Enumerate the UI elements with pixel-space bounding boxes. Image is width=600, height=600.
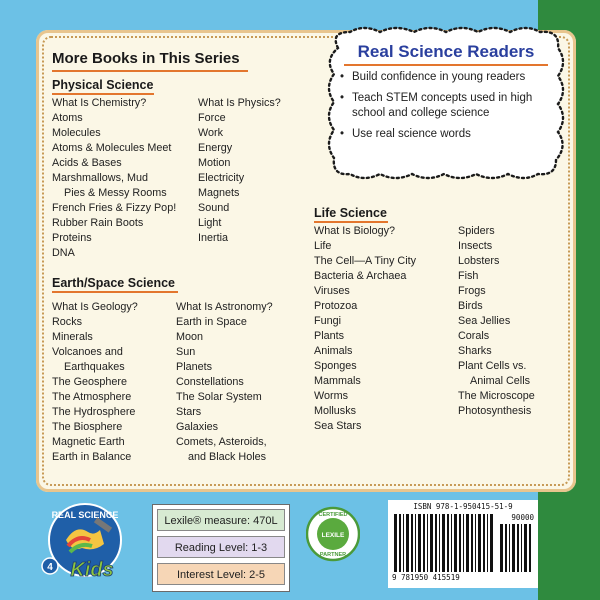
badge-middle-text: LEXILE bbox=[321, 532, 345, 539]
book-title: Work bbox=[198, 127, 223, 139]
book-title: Lobsters bbox=[458, 255, 500, 267]
book-title: Mollusks bbox=[314, 405, 356, 417]
book-title: What Is Biology? bbox=[314, 225, 396, 237]
series-title: More Books in This Series bbox=[52, 50, 240, 67]
barcode-bar bbox=[451, 514, 452, 572]
barcode-bar bbox=[459, 514, 461, 572]
book-title: Comets, Asteroids, bbox=[176, 436, 267, 448]
cloud-bullet: • Teach STEM concepts used in high school and college science bbox=[340, 91, 554, 121]
life-science-list-1 bbox=[314, 224, 416, 434]
book-title: Animal Cells bbox=[470, 375, 530, 387]
cloud-bullet: • Build confidence in young readers bbox=[340, 70, 554, 85]
barcode-bars bbox=[394, 514, 494, 572]
life-science-list-2 bbox=[458, 224, 535, 419]
physical-science-list-1 bbox=[52, 96, 176, 261]
book-title: DNA bbox=[52, 247, 75, 259]
book-title: Acids & Bases bbox=[52, 157, 122, 169]
book-title: Energy bbox=[198, 142, 233, 154]
life-science-underline bbox=[314, 221, 388, 223]
earth-space-science-list-1 bbox=[52, 300, 138, 465]
book-title: Corals bbox=[458, 330, 490, 342]
barcode-bar bbox=[430, 514, 433, 572]
physical-science-title: Physical Science bbox=[52, 78, 154, 92]
book-title: What Is Astronomy? bbox=[176, 301, 273, 313]
book-title: and Black Holes bbox=[188, 451, 267, 463]
book-title: Fish bbox=[458, 270, 479, 282]
book-title: The Geosphere bbox=[52, 376, 128, 388]
book-title: Magnetic Earth bbox=[52, 436, 125, 448]
book-title: Life bbox=[314, 240, 332, 252]
book-title: Proteins bbox=[52, 232, 92, 244]
book-title: Spiders bbox=[458, 225, 495, 237]
barcode-bar bbox=[394, 514, 397, 572]
earth-space-science-title: Earth/Space Science bbox=[52, 276, 175, 290]
book-title: Constellations bbox=[176, 376, 244, 388]
book-title: Fungi bbox=[314, 315, 342, 327]
book-title: The Cell—A Tiny City bbox=[314, 255, 417, 267]
book-title: Atoms & Molecules Meet bbox=[52, 142, 172, 154]
cloud-title-underline bbox=[344, 64, 548, 66]
isbn-text: ISBN 978-1-950415-51-9 bbox=[413, 502, 513, 511]
book-title: Insects bbox=[458, 240, 493, 252]
barcode-bar bbox=[483, 514, 485, 572]
badge-top-text: CERTIFIED bbox=[318, 512, 348, 518]
earth-space-science-list-2 bbox=[176, 300, 273, 465]
book-title: Plants bbox=[314, 330, 345, 342]
barcode-bar bbox=[487, 514, 488, 572]
book-title: Animals bbox=[314, 345, 353, 357]
barcode-bar bbox=[439, 514, 440, 572]
book-title: Mammals bbox=[314, 375, 361, 387]
life-science-title: Life Science bbox=[314, 206, 387, 220]
cloud-bullet-list bbox=[340, 70, 554, 148]
book-title: Planets bbox=[176, 361, 213, 373]
logo-top-text: REAL SCIENCE bbox=[51, 510, 119, 520]
barcode-bar bbox=[435, 514, 437, 572]
book-title: Photosynthesis bbox=[458, 405, 532, 417]
barcode-bar bbox=[454, 514, 457, 572]
book-title: The Hydrosphere bbox=[52, 406, 136, 418]
lexile-measure: Lexile® measure: 470L bbox=[157, 509, 285, 531]
badge-bottom-text: PARTNER bbox=[319, 552, 347, 558]
book-title: Molecules bbox=[52, 127, 101, 139]
book-title: Electricity bbox=[198, 172, 245, 184]
barcode-bar bbox=[475, 514, 476, 572]
earth-space-science-underline bbox=[52, 291, 178, 293]
cloud-title: Real Science Readers bbox=[357, 42, 535, 61]
barcode-bar bbox=[399, 514, 401, 572]
book-title: Marshmallows, Mud bbox=[52, 172, 148, 184]
barcode-bar bbox=[500, 524, 503, 572]
real-science-kids-logo bbox=[38, 500, 132, 584]
barcode-bar bbox=[442, 514, 445, 572]
barcode-bar bbox=[411, 514, 413, 572]
book-title: Bacteria & Archaea bbox=[314, 270, 407, 282]
book-title: Minerals bbox=[52, 331, 93, 343]
book-title: Sharks bbox=[458, 345, 492, 357]
barcode-bar bbox=[406, 514, 409, 572]
book-title: Worms bbox=[314, 390, 348, 402]
book-title: Viruses bbox=[314, 285, 350, 297]
book-title: What Is Geology? bbox=[52, 301, 138, 313]
book-title: Earth in Space bbox=[176, 316, 247, 328]
physical-science-underline bbox=[52, 93, 154, 95]
book-title: Pies & Messy Rooms bbox=[64, 187, 167, 199]
barcode-bar bbox=[471, 514, 473, 572]
isbn-barcode bbox=[388, 500, 538, 588]
reading-level: Reading Level: 1-3 bbox=[157, 536, 285, 558]
barcode-digits: 9 781950 415519 bbox=[392, 573, 460, 582]
barcode-bar bbox=[505, 524, 507, 572]
barcode-bar bbox=[403, 514, 404, 572]
logo-kids-text: Kids bbox=[70, 559, 114, 581]
certified-lexile-partner-badge bbox=[306, 504, 360, 566]
barcode-bar bbox=[517, 524, 519, 572]
book-title: What Is Chemistry? bbox=[52, 97, 147, 109]
book-title: The Atmosphere bbox=[52, 391, 132, 403]
book-title: Stars bbox=[176, 406, 202, 418]
barcode-bar bbox=[463, 514, 464, 572]
book-title: Rubber Rain Boots bbox=[52, 217, 144, 229]
barcode-bar bbox=[524, 524, 527, 572]
book-title: Frogs bbox=[458, 285, 486, 297]
barcode-bar bbox=[478, 514, 481, 572]
book-title: Earthquakes bbox=[64, 361, 125, 373]
book-title: Plant Cells vs. bbox=[458, 360, 527, 372]
book-title: Rocks bbox=[52, 316, 82, 328]
barcode-bar bbox=[521, 524, 522, 572]
logo-number: 4 bbox=[47, 562, 53, 573]
barcode-bar bbox=[427, 514, 428, 572]
book-title: The Biosphere bbox=[52, 421, 123, 433]
reading-levels-box bbox=[152, 504, 290, 592]
book-title: Sound bbox=[198, 202, 230, 214]
book-title: Moon bbox=[176, 331, 204, 343]
barcode-bar bbox=[418, 514, 421, 572]
book-title: Birds bbox=[458, 300, 483, 312]
book-title: Earth in Balance bbox=[52, 451, 132, 463]
barcode-bar bbox=[447, 514, 449, 572]
book-title: The Microscope bbox=[458, 390, 535, 402]
book-title: Sponges bbox=[314, 360, 357, 372]
addon-digits: 90000 bbox=[511, 513, 534, 522]
barcode-bar bbox=[423, 514, 425, 572]
book-title: Inertia bbox=[198, 232, 229, 244]
barcode-bar bbox=[512, 524, 515, 572]
book-title: Force bbox=[198, 112, 226, 124]
book-title: Motion bbox=[198, 157, 231, 169]
book-title: Sea Jellies bbox=[458, 315, 511, 327]
barcode-bar bbox=[466, 514, 469, 572]
book-title: Sea Stars bbox=[314, 420, 362, 432]
book-title: What Is Physics? bbox=[198, 97, 281, 109]
book-title: Sun bbox=[176, 346, 196, 358]
book-title: Galaxies bbox=[176, 421, 219, 433]
series-title-underline bbox=[52, 70, 248, 72]
book-title: Protozoa bbox=[314, 300, 358, 312]
book-title: Magnets bbox=[198, 187, 240, 199]
book-title: Light bbox=[198, 217, 222, 229]
cloud-bullet: • Use real science words bbox=[340, 127, 554, 142]
interest-level: Interest Level: 2-5 bbox=[157, 563, 285, 585]
barcode-bar bbox=[415, 514, 416, 572]
book-title: The Solar System bbox=[176, 391, 262, 403]
book-title: French Fries & Fizzy Pop! bbox=[52, 202, 177, 214]
barcode-bar bbox=[490, 514, 493, 572]
book-title: Volcanoes and bbox=[52, 346, 123, 358]
book-title: Atoms bbox=[52, 112, 83, 124]
physical-science-list-2 bbox=[198, 96, 281, 246]
addon-barcode-bars bbox=[500, 524, 534, 572]
barcode-bar bbox=[509, 524, 510, 572]
barcode-bar bbox=[529, 524, 531, 572]
